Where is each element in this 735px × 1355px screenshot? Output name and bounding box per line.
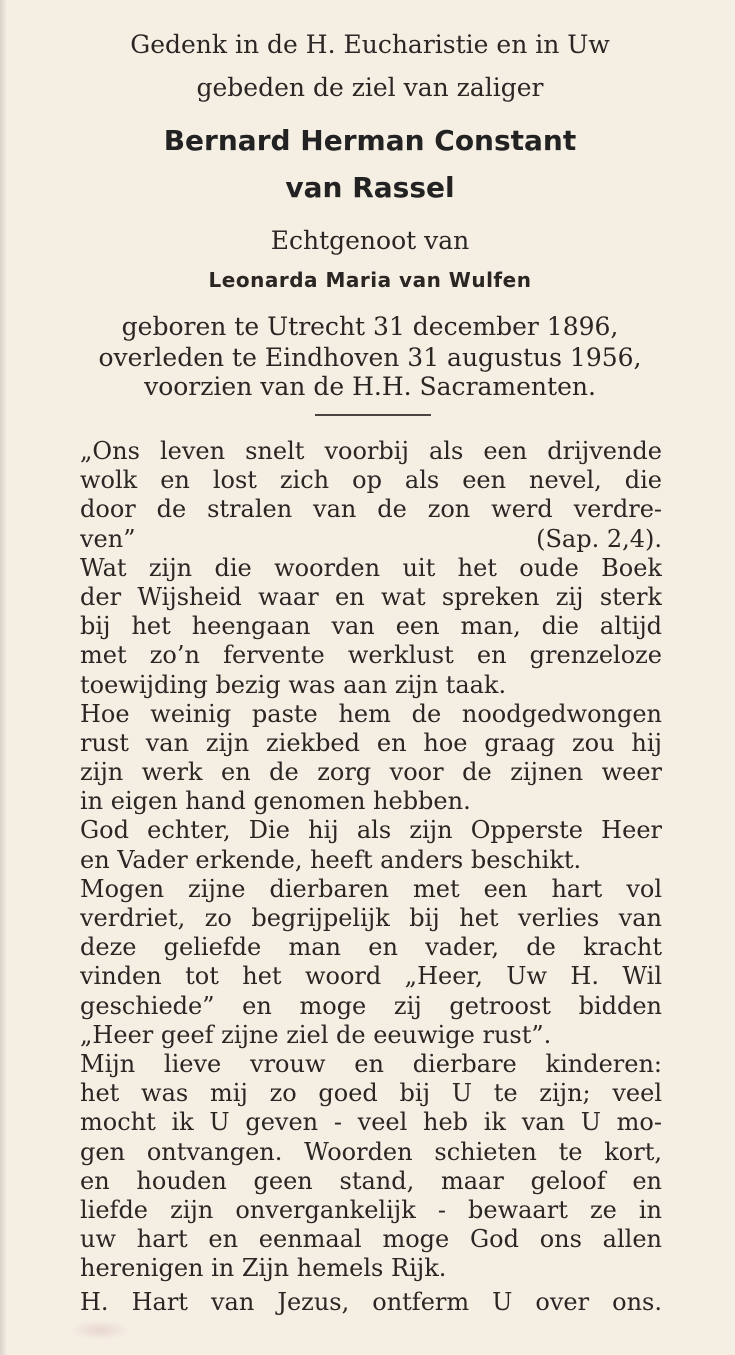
body-line: Mijn lieve vrouw en dierbare kinderen: [80,1049,662,1078]
body-line: liefde zijn onvergankelijk - bewaart ze in [80,1195,662,1224]
body-line: Hoe weinig paste hem de noodgedwongen [80,699,662,728]
quote-line: door de stralen van de zon werd verdre- [80,495,662,524]
body-line: geschiede” en moge zij getroost bidden [80,991,662,1020]
body-line: mocht ik U geven - veel heb ik van U mo- [80,1108,662,1137]
body-line: verdriet, zo begrijpelijk bij het verlies van [80,904,662,932]
scripture-reference: (Sap. 2,4). [536,524,662,553]
divider-rule [315,414,431,416]
body-line: Mogen zijne dierbaren met een hart vol [80,874,662,903]
header-line-1: Gedenk in de H. Eucharistie en in Uw [130,30,610,59]
body-line: en houden geen stand, maar geloof en [80,1166,662,1195]
header-line-2: gebeden de ziel van zaliger [196,73,544,102]
paper-stain [70,1320,130,1340]
quote-line: „Ons leven snelt voorbij als een drijvende [80,437,662,465]
body-line: gen ontvangen. Woorden schieten te kort, [80,1137,662,1166]
deceased-name-line-1: Bernard Herman Constant [163,124,577,157]
closing-prayer [80,1288,662,1317]
quote-line-reference [80,525,662,554]
body-line: in eigen hand genomen hebben. [80,787,471,816]
spouse-name: Leonarda Maria van Wulfen [208,268,532,292]
body-line: God echter, Die hij als zijn Opperste Heer [80,816,662,845]
body-line: het was mij zo goed bij U te zijn; veel [80,1079,662,1108]
body-line: bij het heengaan van een man, die altijd [80,612,662,641]
deceased-name-line-2: van Rassel [285,171,455,204]
body-line: „Heer geef zijne ziel de eeuwige rust”. [80,1020,552,1049]
quote-line-end: ven” [80,524,136,553]
body-line: zijn werk en de zorg voor de zijnen weer [80,758,662,787]
body-line: herenigen in Zijn hemels Rijk. [80,1254,447,1283]
body-line: vinden tot het woord „Heer, Uw H. Wil [80,962,662,991]
memorial-text [80,437,662,1283]
closing-line: H. Hart van Jezus, ontferm U over ons. [80,1288,662,1316]
body-line: deze geliefde man en vader, de kracht [80,933,662,962]
death-line: overleden te Eindhoven 31 augustus 1956, [98,343,642,372]
body-line: der Wijsheid waar en wat spreken zij sterk [80,582,662,611]
body-line: uw hart en eenmaal moge God ons allen [80,1225,662,1254]
quote-line: wolk en lost zich op als een nevel, die [80,466,662,495]
card-edge-shadow [0,0,7,1355]
spouse-intro: Echtgenoot van [270,226,470,255]
birth-line: geboren te Utrecht 31 december 1896, [121,312,619,341]
body-line: Wat zijn die woorden uit het oude Boek [80,553,662,582]
sacraments-line: voorzien van de H.H. Sacramenten. [144,372,596,401]
body-line: en Vader erkende, heeft anders beschikt. [80,845,582,874]
body-line: toewijding bezig was aan zijn taak. [80,670,507,699]
body-line: met zo’n fervente werklust en grenzeloze [80,641,662,670]
body-line: rust van zijn ziekbed en hoe graag zou hij [80,728,662,757]
